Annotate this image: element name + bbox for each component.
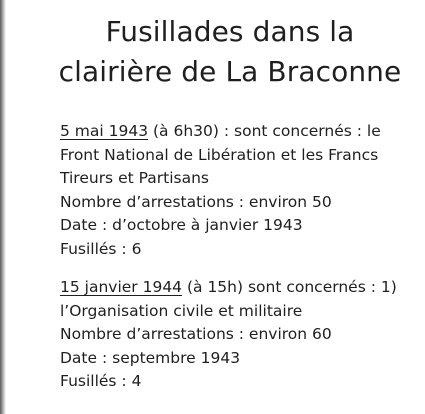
- event-1-arrests: Nombre d’arrestations : environ 50: [60, 192, 332, 211]
- event-2-header-text: (à 15h) sont concernés : 1): [182, 278, 397, 296]
- document-page: [10, 0, 415, 414]
- event-2-period: Date : septembre 1943: [60, 348, 241, 367]
- event-2-line-2: l’Organisation civile et militaire: [60, 301, 303, 320]
- event-section-2: [60, 276, 420, 394]
- event-2-date: 15 janvier 1944: [60, 278, 183, 296]
- event-2-executed: Fusillés : 4: [60, 372, 142, 390]
- title-line-1: Fusillades dans la: [105, 15, 355, 48]
- event-1-line-1: [60, 120, 420, 144]
- event-1-header-text: (à 6h30) : sont concernés : le: [148, 122, 381, 140]
- event-section-1: [60, 120, 420, 261]
- event-1-line-3: Tireurs et Partisans: [60, 169, 209, 187]
- event-1-line-2: Front National de Libération et les Francs: [60, 145, 379, 164]
- document-title: [10, 12, 425, 92]
- event-2-arrests: Nombre d’arrestations : environ 60: [60, 325, 332, 343]
- event-1-period: Date : d’octobre à janvier 1943: [60, 216, 303, 234]
- event-1-executed: Fusillés : 6: [60, 239, 142, 258]
- event-2-line-1: [60, 276, 420, 300]
- page-left-shadow: [0, 0, 6, 414]
- title-line-2: clairière de La Braconne: [58, 55, 402, 88]
- event-1-date: 5 mai 1943: [60, 122, 149, 140]
